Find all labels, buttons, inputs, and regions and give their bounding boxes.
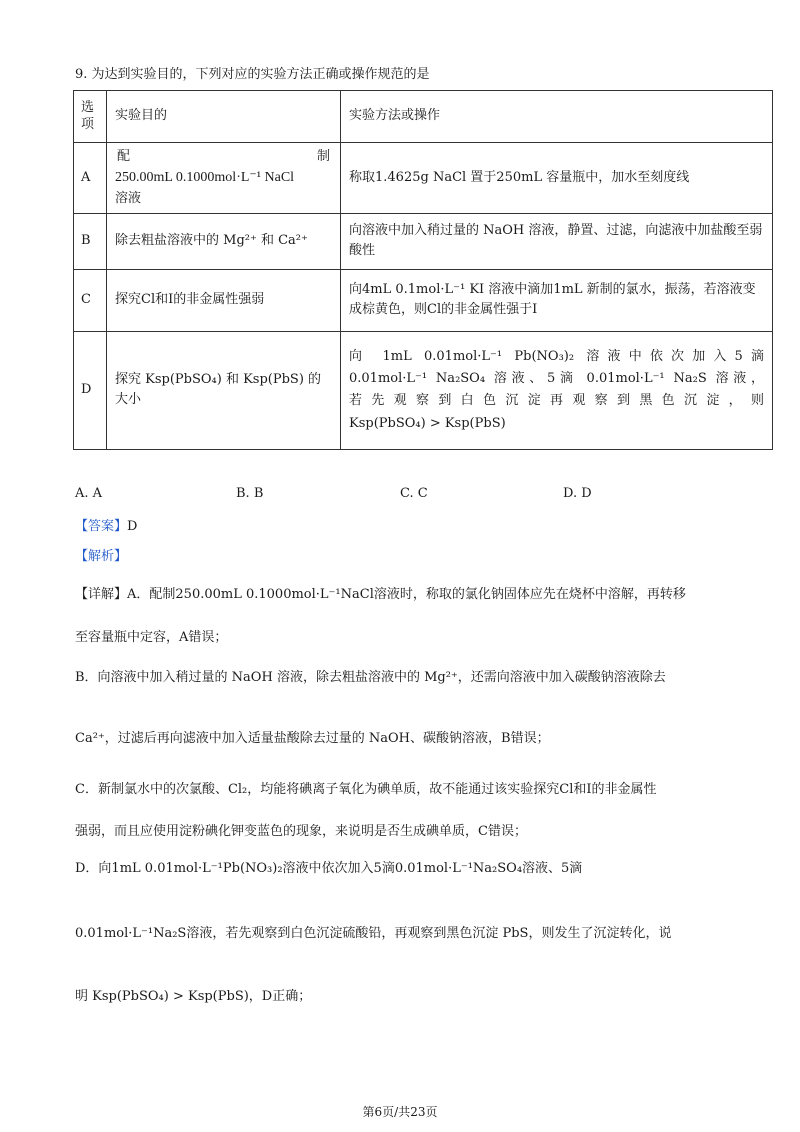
row-method: 向溶液中加入稍过量的 NaOH 溶液，静置、过滤，向滤液中加盐酸至弱酸性: [341, 213, 773, 269]
explanation-line: 至容量瓶中定容，A错误；: [75, 630, 228, 645]
table-header-row: [74, 91, 773, 143]
table-row: [74, 143, 773, 214]
table-row: [74, 213, 773, 269]
row-label: A: [74, 143, 107, 214]
row-label: B: [74, 213, 107, 269]
method-line-2: 0.01mol·L⁻¹ Na₂SO₄ 溶液、5滴 0.01mol·L⁻¹ Na₂S 溶液，: [349, 371, 764, 387]
method-line-4: Ksp(PbSO₄) > Ksp(PbS): [349, 415, 506, 431]
method-line-3: 若先观察到白色沉淀再观察到黑色沉淀，则: [349, 393, 764, 409]
header-option: 选项: [74, 91, 107, 143]
explanation-line: B．向溶液中加入稍过量的 NaOH 溶液，除去粗盐溶液中的 Mg²⁺，还需向溶液中加入碳酸钠溶液除去: [75, 670, 666, 685]
explanation-line: C．新制氯水中的次氯酸、Cl₂，均能将碘离子氧化为碘单质，故不能通过该实验探究Cl和I的非金属性: [75, 782, 657, 797]
explanation-line: 强弱，而且应使用淀粉碘化钾变蓝色的现象，来说明是否生成碘单质，C错误；: [75, 824, 527, 839]
detail-tag: 【详解】: [75, 587, 128, 602]
row-purpose: 探究Cl和I的非金属性强弱: [107, 269, 341, 331]
explanation-line: D．向1mL 0.01mol·L⁻¹Pb(NO₃)₂溶液中依次加入5滴0.01mol·L⁻¹Na₂SO₄溶液、5滴: [75, 861, 583, 876]
explanation-line: 0.01mol·L⁻¹Na₂S溶液，若先观察到白色沉淀硫酸铅，再观察到黑色沉淀 PbS，则发生了沉淀转化，说: [75, 926, 672, 941]
row-label: D: [74, 331, 107, 449]
header-method: 实验方法或操作: [341, 91, 773, 143]
explanation-line: A．配制250.00mL 0.1000mol·L⁻¹NaCl溶液时，称取的氯化钠固体应先在烧杯中溶解，再转移: [127, 587, 686, 602]
row-purpose: 除去粗盐溶液中的 Mg²⁺ 和 Ca²⁺: [107, 213, 341, 269]
explanation-a: [75, 583, 725, 602]
row-method: 向4mL 0.1mol·L⁻¹ KI 溶液中滴加1mL 新制的氯水，振荡，若溶液变成棕黄色，则Cl的非金属性强于I: [341, 269, 773, 331]
table-row: [74, 269, 773, 331]
purpose-word-1: 配: [117, 149, 131, 164]
row-method: [341, 331, 773, 449]
explanation-line: Ca²⁺，过滤后再向滤液中加入适量盐酸除去过量的 NaOH、碳酸钠溶液，B错误；: [75, 731, 550, 746]
table-row: [74, 331, 773, 449]
explanation-line: 明 Ksp(PbSO₄) > Ksp(PbS)，D正确；: [75, 989, 312, 1004]
row-label: C: [74, 269, 107, 331]
answer-value: D: [127, 519, 138, 534]
purpose-formula: 250.00mL 0.1000mol·L⁻¹ NaCl: [115, 170, 295, 186]
row-purpose: [107, 143, 341, 214]
experiment-table: [73, 90, 773, 450]
method-line-1: 向 1mL 0.01mol·L⁻¹ Pb(NO₃)₂ 溶液中依次加入5滴: [349, 349, 764, 365]
row-purpose: 探究 Ksp(PbSO₄) 和 Ksp(PbS) 的大小: [107, 331, 341, 449]
option-a: A. A: [75, 486, 103, 501]
option-d: D. D: [563, 486, 592, 501]
question-stem: 9. 为达到实验目的，下列对应的实验方法正确或操作规范的是: [75, 67, 430, 82]
option-b: B. B: [236, 486, 264, 501]
row-method: 称取1.4625g NaCl 置于250mL 容量瓶中，加水至刻度线: [341, 143, 773, 214]
purpose-tail: 溶液: [115, 190, 142, 206]
option-c: C. C: [400, 486, 428, 501]
page-footer: 第6页/共23页: [362, 1105, 438, 1119]
answer-line: [75, 515, 725, 534]
purpose-word-2: 制: [316, 149, 330, 164]
header-purpose: 实验目的: [107, 91, 341, 143]
answer-tag: 【答案】: [75, 519, 128, 534]
analysis-tag: 【解析】: [75, 549, 128, 564]
